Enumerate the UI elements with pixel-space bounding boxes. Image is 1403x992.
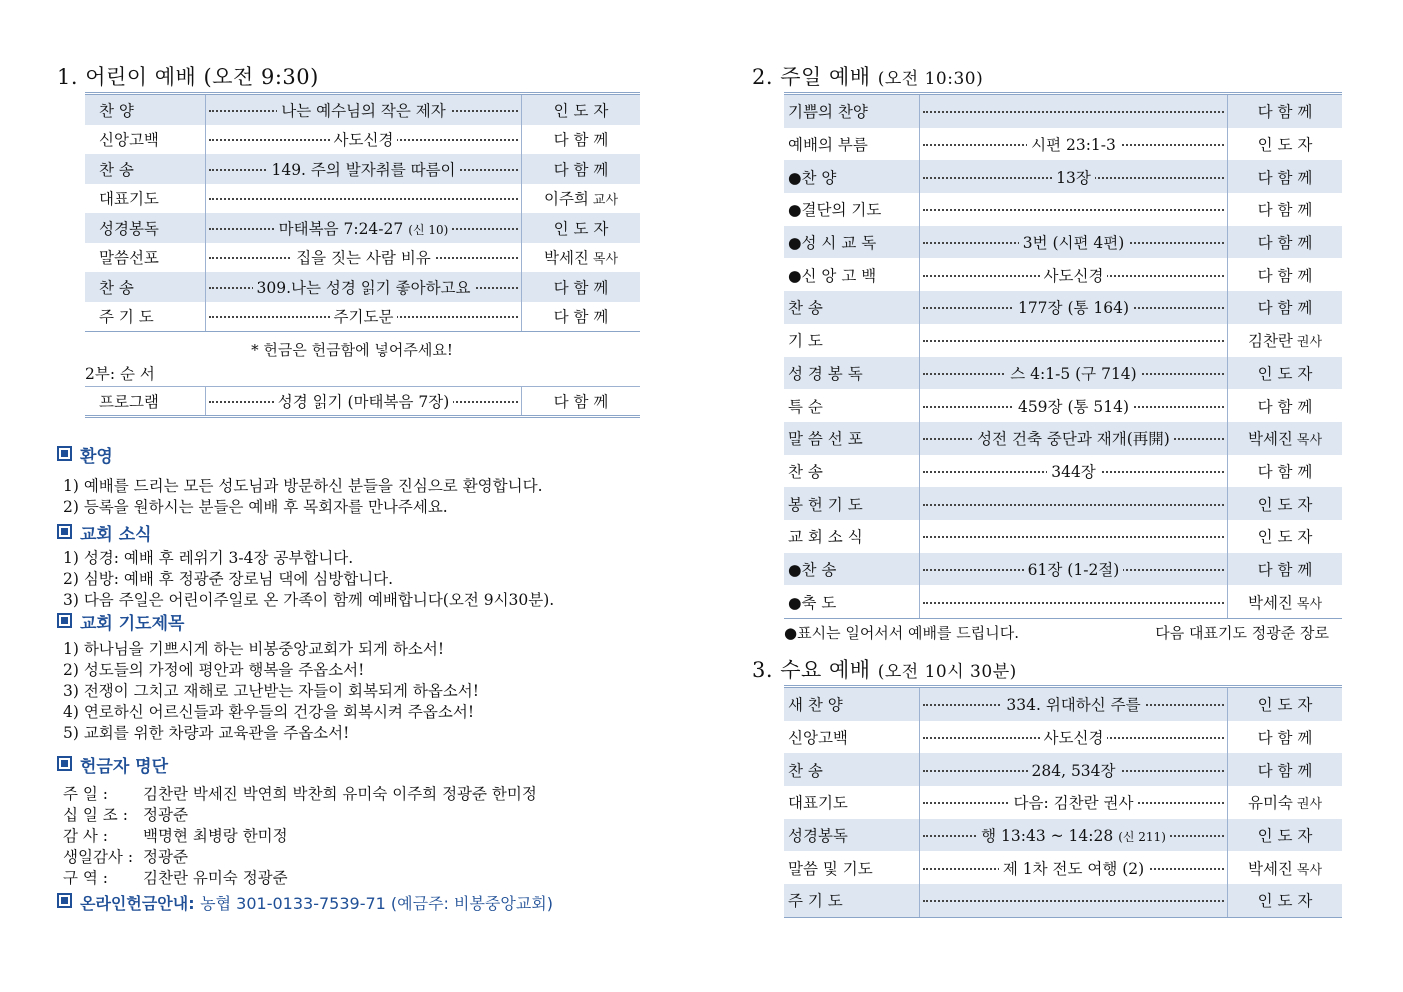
children-worship-title: 1. 어린이 예배 (오전 9:30) bbox=[57, 65, 319, 89]
prayer-heading: 교회 기도제목 bbox=[57, 611, 647, 637]
order-item: 찬 양 bbox=[99, 101, 134, 120]
donors-list bbox=[57, 784, 647, 889]
order-content: 284, 534장 bbox=[919, 753, 1228, 786]
order-content bbox=[919, 324, 1228, 357]
order-content: 스 4:1-5 (구 714) bbox=[919, 357, 1228, 390]
order-content bbox=[205, 184, 522, 214]
order-row bbox=[85, 125, 640, 155]
part2-label: 2부: 순 서 bbox=[85, 365, 155, 383]
standing-note-row bbox=[784, 619, 1329, 647]
sunday-worship-title: 2. 주일 예배 (오전 10:30) bbox=[752, 65, 984, 89]
order-leader: 다 함 께 bbox=[1257, 462, 1313, 481]
order-row bbox=[784, 258, 1342, 291]
order-row bbox=[784, 721, 1342, 754]
order-leader: 인 도 자 bbox=[1257, 696, 1313, 715]
church-news-heading: 교회 소식 bbox=[57, 522, 647, 548]
square-bullet-icon bbox=[57, 756, 72, 771]
order-content: 61장 (1-2절) bbox=[919, 553, 1228, 586]
wednesday-worship-table bbox=[784, 685, 1342, 918]
order-leader: 인 도 자 bbox=[1257, 136, 1313, 155]
order-leader: 김찬란 권사 bbox=[1247, 332, 1323, 351]
next-prayer: 다음 대표기도 정광준 장로 bbox=[1155, 624, 1329, 642]
order-content: 집을 짓는 사람 비유 bbox=[205, 243, 522, 273]
order-content: 마태복음 7:24-27 (신 10) bbox=[205, 213, 522, 243]
order-leader: 인 도 자 bbox=[553, 101, 609, 120]
order-item: 봉 헌 기 도 bbox=[788, 495, 863, 514]
list-item: 1) 예배를 드리는 모든 성도님과 방문하신 분들을 진심으로 환영합니다. bbox=[63, 477, 543, 495]
order-item: 찬 송 bbox=[788, 299, 823, 318]
order-leader: 박세진 목사 bbox=[543, 249, 619, 268]
order-leader: 인 도 자 bbox=[553, 219, 609, 238]
order-content: 다음: 김찬란 권사 bbox=[919, 786, 1228, 819]
order-row bbox=[784, 128, 1342, 161]
order-leader: 이주희 교사 bbox=[543, 190, 619, 209]
order-item: 기쁨의 찬양 bbox=[788, 103, 868, 122]
left-column bbox=[57, 62, 647, 914]
prayer-list bbox=[57, 639, 647, 744]
offering-note: * 헌금은 헌금함에 넣어주세요! bbox=[251, 341, 453, 359]
order-leader: 유미숙 권사 bbox=[1247, 794, 1323, 813]
order-row bbox=[85, 184, 640, 214]
order-content: 177장 (통 164) bbox=[919, 291, 1228, 324]
order-content bbox=[919, 884, 1228, 917]
square-bullet-icon bbox=[57, 893, 72, 908]
order-content: 성전 건축 중단과 재개(再開) bbox=[919, 422, 1228, 455]
order-row bbox=[784, 487, 1342, 520]
wednesday-worship-title: 3. 수요 예배 (오전 10시 30분) bbox=[752, 658, 1017, 682]
order-content: 제 1차 전도 여행 (2) bbox=[919, 851, 1228, 884]
order-leader: 박세진 목사 bbox=[1247, 859, 1323, 878]
order-leader: 인 도 자 bbox=[1257, 528, 1313, 547]
list-item: 2) 심방: 예배 후 정광준 장로님 댁에 심방합니다. bbox=[63, 570, 394, 588]
order-item: 찬 송 bbox=[788, 462, 823, 481]
order-content: 459장 (통 514) bbox=[919, 389, 1228, 422]
order-item: 성경봉독 bbox=[788, 827, 848, 846]
order-item: 특 순 bbox=[788, 397, 823, 416]
order-item: 주 기 도 bbox=[788, 892, 843, 911]
order-item: 말 씀 선 포 bbox=[788, 430, 863, 449]
order-leader: 다 함 께 bbox=[553, 308, 609, 327]
order-row bbox=[784, 95, 1342, 128]
children-worship-table bbox=[85, 92, 640, 332]
order-content: 행 13:43 ~ 14:28 (신 211) bbox=[919, 819, 1228, 852]
order-item: 기 도 bbox=[788, 332, 823, 351]
order-row bbox=[784, 357, 1342, 390]
list-item: 1) 성경: 예배 후 레위기 3-4장 공부합니다. bbox=[63, 549, 354, 567]
order-row bbox=[85, 302, 640, 332]
order-item: 찬 송 bbox=[99, 160, 134, 179]
order-leader: 다 함 께 bbox=[1257, 397, 1313, 416]
order-item: 찬 송 bbox=[99, 278, 134, 297]
order-row bbox=[85, 95, 640, 125]
order-leader: 다 함 께 bbox=[1257, 234, 1313, 253]
order-item: 대표기도 bbox=[788, 794, 848, 813]
order-row bbox=[784, 884, 1342, 917]
order-item: 주 기 도 bbox=[99, 308, 154, 327]
dotted-leader bbox=[209, 198, 518, 200]
dotted-leader bbox=[923, 536, 1224, 538]
order-leader: 인 도 자 bbox=[1257, 827, 1313, 846]
order-item: 대표기도 bbox=[99, 190, 159, 209]
dotted-leader bbox=[923, 504, 1224, 506]
list-item: 4) 연로하신 어르신들과 환우들의 건강을 회복시켜 주옵소서! bbox=[63, 703, 475, 721]
order-leader: 박세진 목사 bbox=[1247, 430, 1323, 449]
donor-row: 감 사 : 백명현 최병랑 한미정 bbox=[63, 827, 288, 845]
welcome-heading: 환영 bbox=[57, 444, 647, 470]
order-row bbox=[784, 585, 1342, 618]
order-leader: 다 함 께 bbox=[1257, 729, 1313, 748]
order-leader: 다 함 께 bbox=[553, 278, 609, 297]
order-item: 말씀선포 bbox=[99, 249, 159, 268]
dotted-leader bbox=[923, 340, 1224, 342]
order-item: ●결단의 기도 bbox=[788, 201, 882, 220]
list-item: 5) 교회를 위한 차량과 교육관을 주옵소서! bbox=[63, 724, 350, 742]
welcome-list bbox=[57, 476, 647, 518]
order-leader: 인 도 자 bbox=[1257, 892, 1313, 911]
dotted-leader bbox=[923, 602, 1224, 604]
online-offering: 온라인헌금안내: 농협 301-0133-7539-71 (예금주: 비봉중앙교회) bbox=[57, 891, 647, 914]
right-column bbox=[752, 62, 1352, 918]
list-item: 3) 다음 주일은 어린이주일로 온 가족이 함께 예배합니다(오전 9시30분). bbox=[63, 591, 555, 609]
order-row bbox=[85, 154, 640, 184]
order-leader: 다 함 께 bbox=[1257, 761, 1313, 780]
order-leader: 다 함 께 bbox=[553, 160, 609, 179]
order-row bbox=[784, 753, 1342, 786]
order-row bbox=[784, 193, 1342, 226]
program-item: 프로그램 bbox=[99, 393, 159, 411]
order-item: 예배의 부름 bbox=[788, 136, 868, 155]
church-news-list bbox=[57, 548, 647, 611]
order-row bbox=[784, 553, 1342, 586]
donor-row: 십 일 조 : 정광준 bbox=[63, 806, 188, 824]
order-item: 교 회 소 식 bbox=[788, 528, 863, 547]
order-row bbox=[784, 819, 1342, 852]
order-content: 344장 bbox=[919, 455, 1228, 488]
square-bullet-icon bbox=[57, 446, 72, 461]
order-content: 334. 위대하신 주를 bbox=[919, 688, 1228, 721]
order-content: 309.나는 성경 읽기 좋아하고요 bbox=[205, 272, 522, 302]
order-row bbox=[784, 160, 1342, 193]
order-row bbox=[784, 226, 1342, 259]
order-row bbox=[784, 422, 1342, 455]
order-content bbox=[919, 95, 1228, 128]
order-leader: 인 도 자 bbox=[1257, 495, 1313, 514]
program-table bbox=[85, 386, 640, 418]
order-content: 사도신경 bbox=[919, 258, 1228, 291]
order-row bbox=[85, 243, 640, 273]
order-row bbox=[85, 213, 640, 243]
order-row bbox=[784, 786, 1342, 819]
order-item: 신앙고백 bbox=[99, 131, 159, 150]
order-item: 성경봉독 bbox=[99, 219, 159, 238]
order-content: 사도신경 bbox=[919, 721, 1228, 754]
order-leader: 박세진 목사 bbox=[1247, 593, 1323, 612]
order-content: 149. 주의 발자취를 따름이 bbox=[205, 154, 522, 184]
sunday-worship-table bbox=[784, 92, 1342, 619]
order-leader: 다 함 께 bbox=[1257, 266, 1313, 285]
dotted-leader bbox=[923, 900, 1224, 902]
order-item: ●찬 송 bbox=[788, 560, 837, 579]
order-content: 13장 bbox=[919, 160, 1228, 193]
order-item: 새 찬 양 bbox=[788, 696, 843, 715]
order-content bbox=[919, 520, 1228, 553]
order-item: 신앙고백 bbox=[788, 729, 848, 748]
order-item: 성 경 봉 독 bbox=[788, 364, 863, 383]
order-content: 시편 23:1-3 bbox=[919, 128, 1228, 161]
donors-heading: 헌금자 명단 bbox=[57, 754, 647, 780]
order-content: 나는 예수님의 작은 제자 bbox=[205, 95, 522, 125]
order-leader: 다 함 께 bbox=[1257, 299, 1313, 318]
order-content bbox=[919, 193, 1228, 226]
order-row bbox=[784, 455, 1342, 488]
order-row bbox=[784, 688, 1342, 721]
order-item: ●축 도 bbox=[788, 593, 837, 612]
square-bullet-icon bbox=[57, 524, 72, 539]
program-row bbox=[85, 387, 640, 415]
order-item: 말씀 및 기도 bbox=[788, 859, 873, 878]
order-row bbox=[85, 272, 640, 302]
order-row bbox=[784, 520, 1342, 553]
order-leader: 다 함 께 bbox=[1257, 560, 1313, 579]
donor-row: 생일감사 : 정광준 bbox=[63, 848, 188, 866]
order-leader: 인 도 자 bbox=[1257, 364, 1313, 383]
order-item: ●성 시 교 독 bbox=[788, 234, 877, 253]
program-content: 성경 읽기 (마태복음 7장) bbox=[205, 387, 522, 415]
order-row bbox=[784, 324, 1342, 357]
list-item: 2) 등록을 원하시는 분들은 예배 후 목회자를 만나주세요. bbox=[63, 498, 448, 516]
square-bullet-icon bbox=[57, 613, 72, 628]
order-content bbox=[919, 487, 1228, 520]
donor-row: 주 일 : 김찬란 박세진 박연희 박찬희 유미숙 이주희 정광준 한미정 bbox=[63, 785, 537, 803]
list-item: 1) 하나님을 기쁘시게 하는 비봉중앙교회가 되게 하소서! bbox=[63, 640, 445, 658]
order-content bbox=[919, 585, 1228, 618]
order-item: ●찬 양 bbox=[788, 168, 837, 187]
order-leader: 다 함 께 bbox=[1257, 168, 1313, 187]
order-content: 주기도문 bbox=[205, 302, 522, 332]
order-row bbox=[784, 291, 1342, 324]
donor-row: 구 역 : 김찬란 유미숙 정광준 bbox=[63, 869, 288, 887]
program-leader: 다 함 께 bbox=[553, 393, 609, 411]
order-leader: 다 함 께 bbox=[1257, 103, 1313, 122]
list-item: 2) 성도들의 가정에 평안과 행복을 주옵소서! bbox=[63, 661, 365, 679]
order-item: 찬 송 bbox=[788, 761, 823, 780]
order-row bbox=[784, 851, 1342, 884]
list-item: 3) 전쟁이 그치고 재해로 고난받는 자들이 회복되게 하옵소서! bbox=[63, 682, 479, 700]
order-content: 3번 (시편 4편) bbox=[919, 226, 1228, 259]
dotted-leader bbox=[923, 209, 1224, 211]
order-content: 사도신경 bbox=[205, 125, 522, 155]
standing-note: ●표시는 일어서서 예배를 드립니다. bbox=[784, 624, 1020, 642]
order-row bbox=[784, 389, 1342, 422]
dotted-leader bbox=[923, 111, 1224, 113]
order-item: ●신 앙 고 백 bbox=[788, 266, 877, 285]
order-leader: 다 함 께 bbox=[553, 131, 609, 150]
order-leader: 다 함 께 bbox=[1257, 201, 1313, 220]
